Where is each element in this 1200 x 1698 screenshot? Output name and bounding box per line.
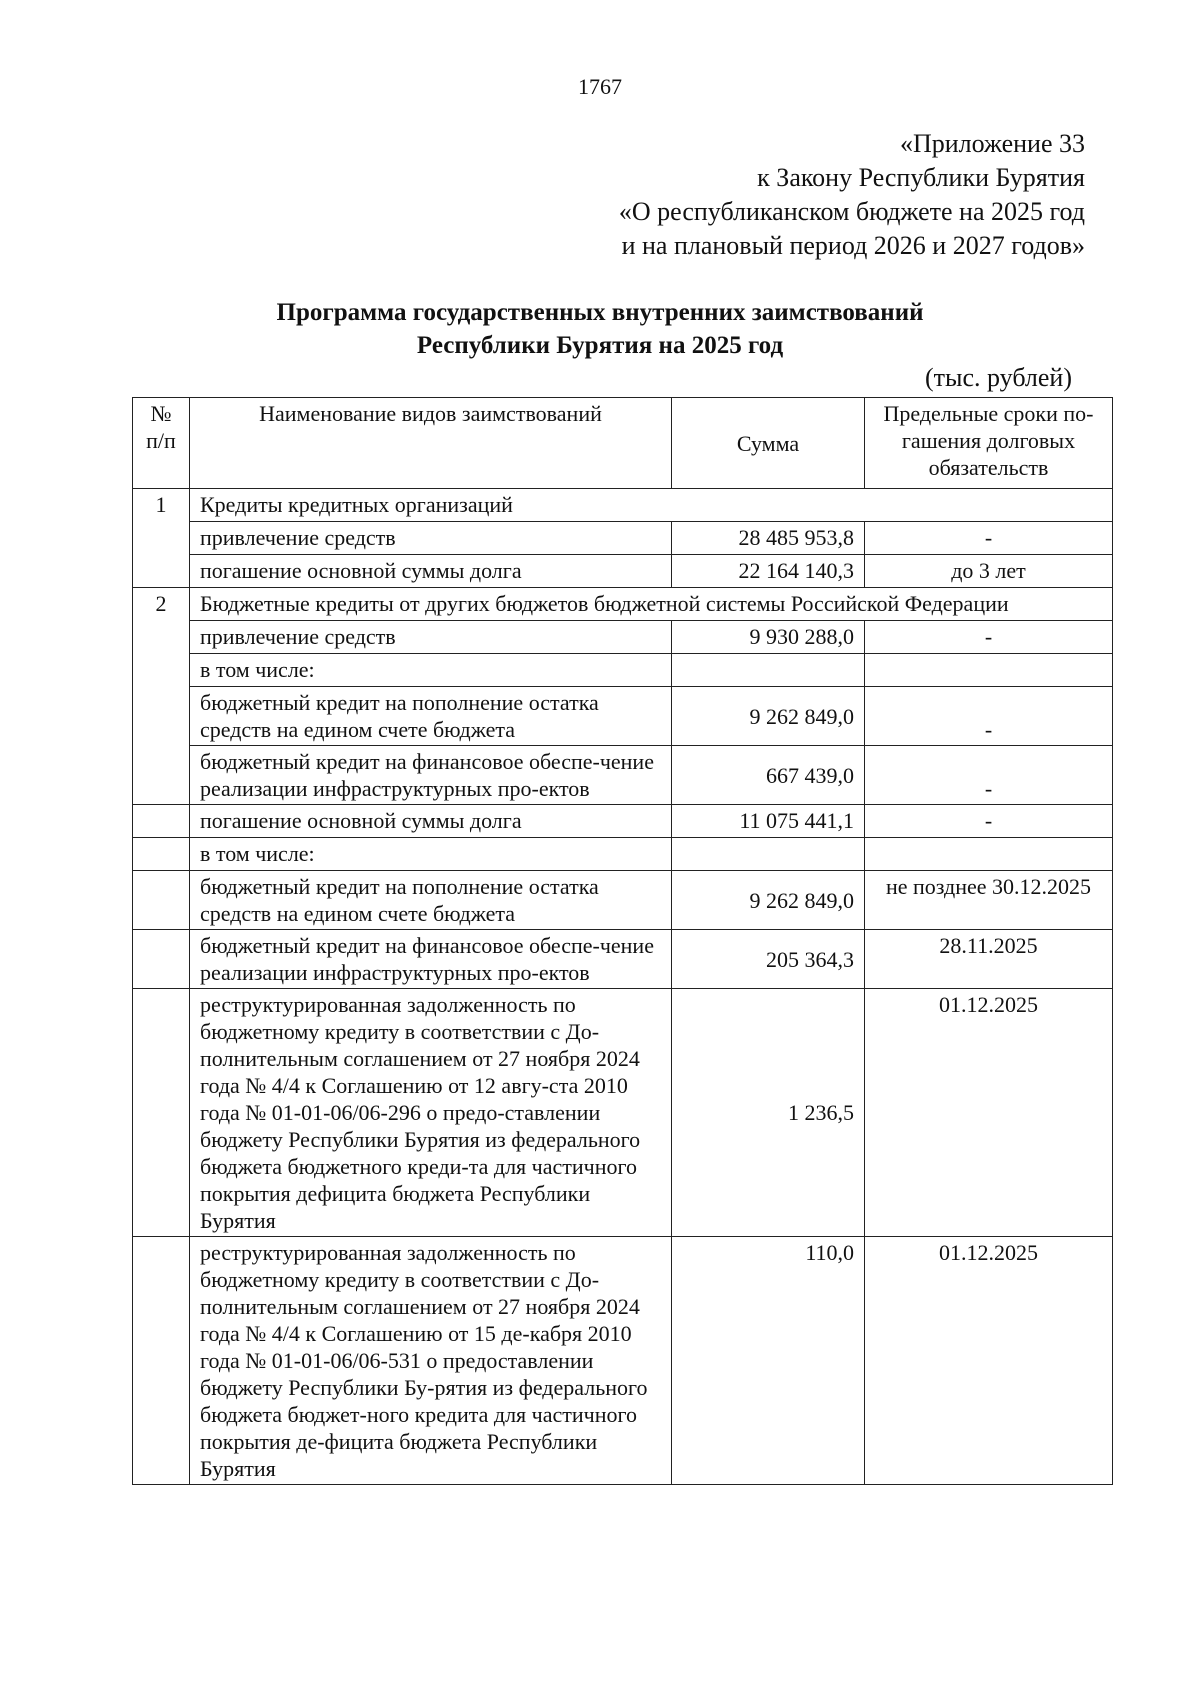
- row-name: бюджетный кредит на пополнение остатка средств на едином счете бюджета: [190, 687, 672, 746]
- annex-line-2: к Закону Республики Бурятия: [757, 163, 1085, 192]
- row-blank-num: [133, 805, 190, 838]
- row-blank-num: [133, 930, 190, 989]
- header-amount: Сумма: [672, 398, 865, 489]
- table-row: [133, 654, 1113, 687]
- annex-line-4: и на плановый период 2026 и 2027 годов»: [621, 231, 1085, 260]
- row-blank-num: [133, 838, 190, 871]
- row-name: в том числе:: [190, 654, 672, 687]
- row-amount: [672, 838, 865, 871]
- section-row: [133, 489, 1113, 522]
- table-row: [133, 621, 1113, 654]
- document-title: [0, 296, 1200, 362]
- table-row: [133, 522, 1113, 555]
- row-name: привлечение средств: [190, 522, 672, 555]
- row-term: до 3 лет: [865, 555, 1113, 588]
- header-term: Предельные сроки по-гашения долговых обязательств: [865, 398, 1113, 489]
- row-amount: 22 164 140,3: [672, 555, 865, 588]
- row-name: бюджетный кредит на пополнение остатка средств на едином счете бюджета: [190, 871, 672, 930]
- title-line-1: Программа государственных внутренних заимствований: [276, 299, 924, 326]
- row-term: -: [865, 522, 1113, 555]
- row-name: реструктурированная задолженность по бюджетному кредиту в соответствии с До-полнительным соглашением от 27 ноября 2024 года № 4/4 к Соглашению от 15 де-кабря 2010 года № 01-01-06/06-531 о предоставлении бюджету Республики Бу-рятия из федерального бюджета бюджет-ного кредита для частичного покрытия де-фицита бюджета Республики Бурятия: [190, 1237, 672, 1485]
- row-term: [865, 838, 1113, 871]
- row-term: 28.11.2025: [865, 930, 1113, 989]
- row-term: не позднее 30.12.2025: [865, 871, 1113, 930]
- row-amount: 110,0: [672, 1237, 865, 1485]
- row-amount: 9 262 849,0: [672, 871, 865, 930]
- row-amount: 667 439,0: [672, 746, 865, 805]
- row-amount: 9 930 288,0: [672, 621, 865, 654]
- row-amount: 11 075 441,1: [672, 805, 865, 838]
- row-name: погашение основной суммы долга: [190, 805, 672, 838]
- annex-line-3: «О республиканском бюджете на 2025 год: [618, 197, 1085, 226]
- section-number: 2: [133, 588, 190, 805]
- units-label: (тыс. рублей): [924, 363, 1072, 392]
- annex-line-1: «Приложение 33: [899, 129, 1085, 158]
- row-name: бюджетный кредит на финансовое обеспе-чение реализации инфраструктурных про-ектов: [190, 746, 672, 805]
- table-row: [133, 687, 1113, 746]
- table-row: [133, 871, 1113, 930]
- row-amount: [672, 654, 865, 687]
- row-name: привлечение средств: [190, 621, 672, 654]
- row-blank-num: [133, 989, 190, 1237]
- section-title: Бюджетные кредиты от других бюджетов бюджетной системы Российской Федерации: [190, 588, 1113, 621]
- table-header-row: [133, 398, 1113, 489]
- header-num: № п/п: [133, 398, 190, 489]
- page-number: 1767: [578, 74, 622, 99]
- row-name: бюджетный кредит на финансовое обеспе-чение реализации инфраструктурных про-ектов: [190, 930, 672, 989]
- row-term: 01.12.2025: [865, 989, 1113, 1237]
- annex-header: [619, 127, 1085, 263]
- row-term: -: [865, 621, 1113, 654]
- table-row: [133, 555, 1113, 588]
- header-name: Наименование видов заимствований: [190, 398, 672, 489]
- row-term: -: [865, 687, 1113, 746]
- row-term: -: [865, 805, 1113, 838]
- table-row: [133, 838, 1113, 871]
- table-row: [133, 746, 1113, 805]
- table-row: [133, 930, 1113, 989]
- row-amount: 1 236,5: [672, 989, 865, 1237]
- row-blank-num: [133, 1237, 190, 1485]
- row-term: [865, 654, 1113, 687]
- row-amount: 205 364,3: [672, 930, 865, 989]
- title-line-2: Республики Бурятия на 2025 год: [416, 332, 784, 359]
- row-blank-num: [133, 871, 190, 930]
- borrowings-table: [132, 397, 1113, 1485]
- table-row: [133, 1237, 1113, 1485]
- row-amount: 28 485 953,8: [672, 522, 865, 555]
- row-name: в том числе:: [190, 838, 672, 871]
- table-row: [133, 989, 1113, 1237]
- table-row: [133, 805, 1113, 838]
- row-term: 01.12.2025: [865, 1237, 1113, 1485]
- row-amount: 9 262 849,0: [672, 687, 865, 746]
- section-title: Кредиты кредитных организаций: [190, 489, 1113, 522]
- row-name: реструктурированная задолженность по бюджетному кредиту в соответствии с До-полнительным соглашением от 27 ноября 2024 года № 4/4 к Соглашению от 12 авгу-ста 2010 года № 01-01-06/06-296 о предо-ставлении бюджету Республики Бурятия из федерального бюджета бюджетного креди-та для частичного покрытия дефицита бюджета Республики Бурятия: [190, 989, 672, 1237]
- row-term: -: [865, 746, 1113, 805]
- row-name: погашение основной суммы долга: [190, 555, 672, 588]
- section-number: 1: [133, 489, 190, 588]
- section-row: [133, 588, 1113, 621]
